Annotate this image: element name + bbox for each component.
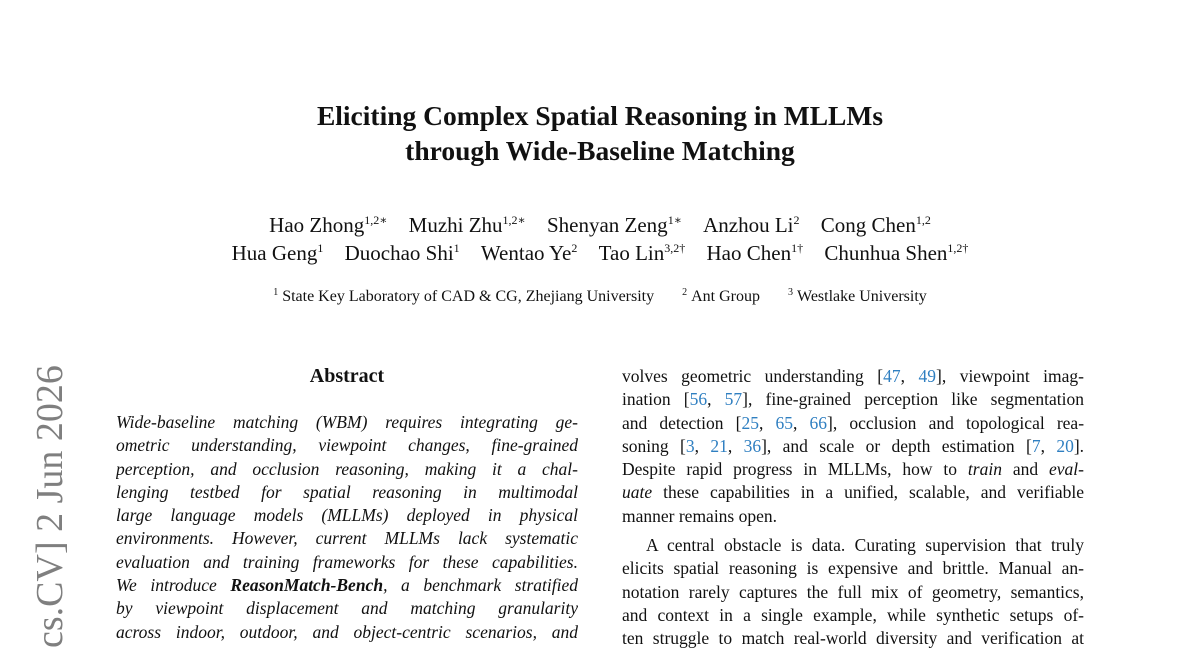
- citation-link[interactable]: 36: [743, 435, 762, 456]
- author: Shenyan Zeng$^{1∗}$: [546, 213, 682, 237]
- citation-link[interactable]: 65: [775, 412, 794, 433]
- abstract-line: by viewpoint displacement and matching granularity: [116, 598, 578, 619]
- body-line: and detection [25, 65, 66], occlusion and topological rea-: [622, 412, 1084, 433]
- affiliation: $^3$ Westlake University: [788, 287, 927, 305]
- abstract-line: large language models (MLLMs) deployed in physical: [116, 505, 578, 526]
- citation-link[interactable]: 25: [741, 412, 759, 433]
- author-line-2: [0, 239, 1200, 267]
- body-line: volves geometric understanding [47, 49], viewpoint imag-: [622, 366, 1084, 386]
- body-line: ten struggle to match real-world diversity and verification at: [622, 628, 1084, 649]
- abstract-line: Wide-baseline matching (WBM) requires integrating ge-: [116, 412, 578, 432]
- title-line-2: through Wide-Baseline Matching: [405, 135, 795, 166]
- abstract-heading: Abstract: [309, 365, 385, 387]
- benchmark-name: ReasonMatch-Bench: [230, 575, 384, 596]
- abstract-line: We introduce ReasonMatch-Bench, a benchmark stratified: [116, 575, 578, 596]
- body-line: uate these capabilities in a unified, scalable, and verifiable: [622, 482, 1084, 503]
- affiliation: $^2$ Ant Group: [682, 287, 760, 305]
- abstract-line: evaluation and training frameworks for these capabilities.: [116, 551, 578, 572]
- abstract-line: perception, and occlusion reasoning, making it a chal-: [116, 458, 578, 479]
- author: Wentao Ye$^2$: [480, 241, 578, 265]
- abstract-line: across indoor, outdoor, and object-centric scenarios, and: [116, 621, 578, 642]
- body-line: elicits spatial reasoning is expensive and brittle. Manual an-: [622, 558, 1084, 579]
- citation-link[interactable]: 57: [724, 389, 743, 410]
- affiliation: $^1$ State Key Laboratory of CAD & CG, Zhejiang University: [273, 287, 655, 305]
- author: Duochao Shi$^1$: [344, 241, 460, 265]
- abstract-line: lenging testbed for spatial reasoning in multimodal: [116, 481, 578, 502]
- abstract-line: environments. However, current MLLMs lack systematic: [116, 528, 578, 549]
- author-list: [0, 211, 1200, 267]
- author-line-1: [0, 211, 1200, 239]
- paper-title: [0, 98, 1200, 168]
- citation-link[interactable]: 56: [689, 389, 708, 410]
- author: Tao Lin$^{3,2\dagger}$: [598, 241, 686, 265]
- title-line-1: Eliciting Complex Spatial Reasoning in MLLMs: [316, 100, 884, 131]
- citation-link[interactable]: 21: [710, 435, 728, 456]
- author: Muzhi Zhu$^{1,2∗}$: [408, 213, 526, 237]
- citation-link[interactable]: 7: [1031, 435, 1041, 456]
- body-line: and context in a single example, while synthetic setups of-: [622, 604, 1084, 625]
- author: Hao Zhong$^{1,2∗}$: [269, 213, 388, 237]
- citation-link[interactable]: 47: [883, 366, 901, 386]
- body-line: Despite rapid progress in MLLMs, how to train and eval-: [622, 459, 1084, 480]
- author: Cong Chen$^{1,2}$: [820, 213, 931, 237]
- citation-link[interactable]: 66: [809, 412, 828, 433]
- abstract-line: ometric understanding, viewpoint changes, fine-grained: [116, 435, 578, 456]
- affiliation-list: [0, 286, 1200, 308]
- body-line: manner remains open.: [622, 505, 778, 526]
- body-line: notation rarely captures the full mix of geometry, semantics,: [622, 581, 1084, 602]
- author: Anzhou Li$^2$: [703, 213, 800, 237]
- body-line: ination [56, 57], fine-grained perception like segmentation: [622, 389, 1084, 410]
- citation-link[interactable]: 49: [918, 366, 936, 386]
- arxiv-stamp: cs.CV] 2 Jun 2026: [29, 365, 71, 648]
- citation-link[interactable]: 3: [685, 435, 695, 456]
- introduction-body: [622, 365, 1084, 651]
- body-line: soning [3, 21, 36], and scale or depth estimation [7, 20].: [622, 435, 1084, 456]
- body-line: A central obstacle is data. Curating supervision that truly: [646, 535, 1084, 556]
- author: Hao Chen$^{1\dagger}$: [706, 241, 804, 265]
- author: Chunhua Shen$^{1,2\dagger}$: [824, 241, 969, 265]
- author: Hua Geng$^1$: [231, 241, 324, 265]
- citation-link[interactable]: 20: [1056, 435, 1074, 456]
- abstract-body: [116, 411, 578, 644]
